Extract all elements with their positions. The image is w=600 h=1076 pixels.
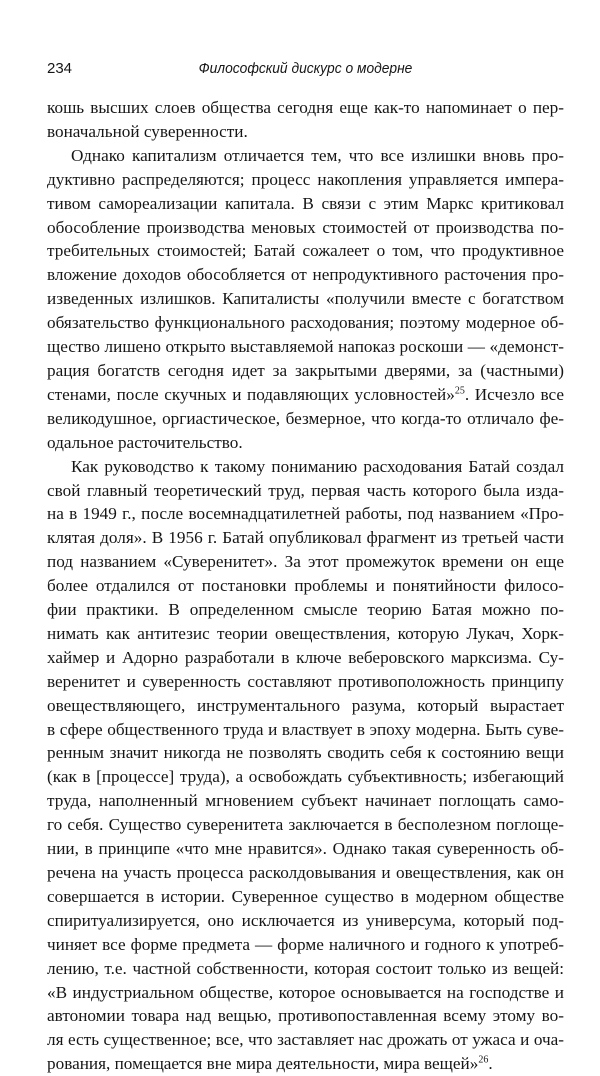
text-line <box>47 646 564 670</box>
text-line-content: обособление производства меновых стоимостей от производства по- <box>47 217 564 237</box>
text-line-content: нимать как антитезис теории овеществления, которую Лукач, Хорк- <box>47 623 564 643</box>
text-line-content: нии, в принципе «что мне нравится». Однако такая суверенность об- <box>47 839 564 859</box>
page-number: 234 <box>47 60 73 77</box>
text-line <box>47 670 564 694</box>
text-line-content: воначальной суверенности. <box>47 121 248 141</box>
text-line-content: го себя. Существо суверенитета заключается в бесполезном поглоще- <box>47 815 564 835</box>
text-line <box>47 192 564 216</box>
text-line-content: более отдалился от постановки проблемы и понятийности филосо- <box>47 576 564 596</box>
text-line-content: свой главный теоретический труд, первая часть которого была изда- <box>47 480 564 500</box>
text-line <box>47 1028 564 1052</box>
text-line <box>47 741 564 765</box>
text-line <box>47 431 564 455</box>
text-line-content: в сфере общественного труда и властвует в эпоху модерна. Быть суве- <box>47 719 564 739</box>
text-line <box>47 981 564 1005</box>
text-line-content: спиритуализируется, оно исключается из универсума, который под- <box>47 910 564 930</box>
text-line <box>47 120 564 144</box>
text-line <box>47 909 564 933</box>
footnote-marker[interactable]: 26 <box>478 1054 489 1066</box>
text-line <box>47 813 564 837</box>
text-line-content: хаймер и Адорно разработали в ключе веберовского марксизма. Су- <box>47 647 564 667</box>
text-line-content: лению, т.е. частной собственности, которая состоит только из вещей: <box>47 958 564 978</box>
text-line-content: требительных стоимостей; Батай сожалеет о том, что продуктивное <box>47 241 564 261</box>
text-line-content: на в 1949 г., после восемнадцатилетней работы, под названием «Про- <box>47 504 564 524</box>
text-line <box>47 861 564 885</box>
text-line <box>47 718 564 742</box>
paragraph <box>47 455 564 1076</box>
footnote-marker[interactable]: 25 <box>454 385 465 397</box>
text-line <box>47 383 564 407</box>
text-line <box>47 359 564 383</box>
page-header <box>47 60 564 84</box>
text-line-content: чиняет все форме предмета — форме наличного и годного к употреб- <box>47 934 564 954</box>
text-line-content: стенами, после скучных и подавляющих условностей» <box>47 384 455 404</box>
text-line <box>47 694 564 718</box>
text-line-content: ля есть существенное; все, что заставляет нас дрожать от ужаса и оча- <box>47 1030 564 1050</box>
paragraph <box>47 144 564 455</box>
text-line <box>47 455 564 479</box>
text-line-content: Как руководство к такому пониманию расходования Батай создал <box>71 456 564 476</box>
text-line-content: тивом самореализации капитала. В связи с этим Маркс критиковал <box>47 193 564 213</box>
text-line-content: обязательство функционального расходования; поэтому модерное об- <box>47 313 564 333</box>
text-line-content: веренитет и суверенность составляют противоположность принципу <box>47 671 564 691</box>
text-line-content: кошь высших слоев общества сегодня еще как-то напоминает о пер- <box>47 98 564 117</box>
text-line <box>47 1004 564 1028</box>
text-line-content: «В индустриальном обществе, которое основывается на господстве и <box>47 982 564 1002</box>
text-line <box>47 168 564 192</box>
text-line-content: речена на участь процесса расколдовывания и овеществления, как он <box>47 863 564 882</box>
body-text <box>47 96 564 1076</box>
text-line <box>47 957 564 981</box>
paragraph <box>47 96 564 144</box>
text-line <box>47 885 564 909</box>
text-line-content: овеществляющего, инструментального разума, который вырастает <box>47 695 564 715</box>
text-line-content: Однако капитализм отличается тем, что все излишки вновь про- <box>71 145 564 165</box>
text-line <box>47 622 564 646</box>
text-line-content: совершается в истории. Суверенное существо в модерном обществе <box>47 886 564 906</box>
text-line <box>47 598 564 622</box>
text-line-content: под названием «Суверенитет». За этот промежуток времени он еще <box>47 552 564 572</box>
text-line <box>47 96 564 120</box>
running-title: Философский дискурс о модерне <box>198 60 413 77</box>
text-line <box>47 216 564 240</box>
text-line-content: рация богатств сегодня идет за закрытыми дверями, за (частными) <box>47 360 564 380</box>
text-line <box>47 933 564 957</box>
text-line-content: фии практики. В определенном смысле теорию Батая можно по- <box>47 600 564 620</box>
text-line <box>47 239 564 263</box>
text-line <box>47 837 564 861</box>
text-line-content: рования, помещается вне мира деятельности, мира вещей» <box>47 1054 479 1074</box>
text-line <box>47 287 564 311</box>
text-line-content: великодушное, оргиастическое, безмерное, что когда-то отличало фе- <box>47 408 564 428</box>
text-line-content: изведенных излишков. Капиталисты «получили вместе с богатством <box>47 289 564 309</box>
text-line <box>47 311 564 335</box>
text-line-content: автономии товара над вещью, противопоставленная всему этому во- <box>47 1006 564 1026</box>
text-line <box>47 574 564 598</box>
text-line-content: труда, наполненный мгновением субъект начинает поглощать само- <box>47 791 564 811</box>
text-line-content: вложение доходов обособляется от непродуктивного расточения про- <box>47 265 564 285</box>
text-line-content: клятая доля». В 1956 г. Батай опубликовал фрагмент из третьей части <box>47 528 564 548</box>
text-line-content: щество лишено открыто выставляемой напоказ роскоши — «демонст- <box>47 337 564 357</box>
text-line <box>47 550 564 574</box>
text-line <box>47 263 564 287</box>
text-line-content: дуктивно распределяются; процесс накопления управляется импера- <box>47 169 564 189</box>
text-line <box>47 144 564 168</box>
text-line <box>47 789 564 813</box>
text-line <box>47 407 564 431</box>
text-line <box>47 502 564 526</box>
text-after-footnote: . Исчезло все <box>464 384 565 404</box>
text-after-footnote: . <box>488 1054 493 1074</box>
text-line-content: ренным значит никогда не позволять сводить себя к состоянию вещи <box>47 743 564 763</box>
text-line <box>47 526 564 550</box>
text-line-content: одальное расточительство. <box>47 432 243 452</box>
text-line <box>47 765 564 789</box>
text-line <box>47 335 564 359</box>
text-line <box>47 479 564 503</box>
text-line-content: (как в [процессе] труда), а освобождать субъективность; избегающий <box>47 767 564 787</box>
text-line <box>47 1052 564 1076</box>
